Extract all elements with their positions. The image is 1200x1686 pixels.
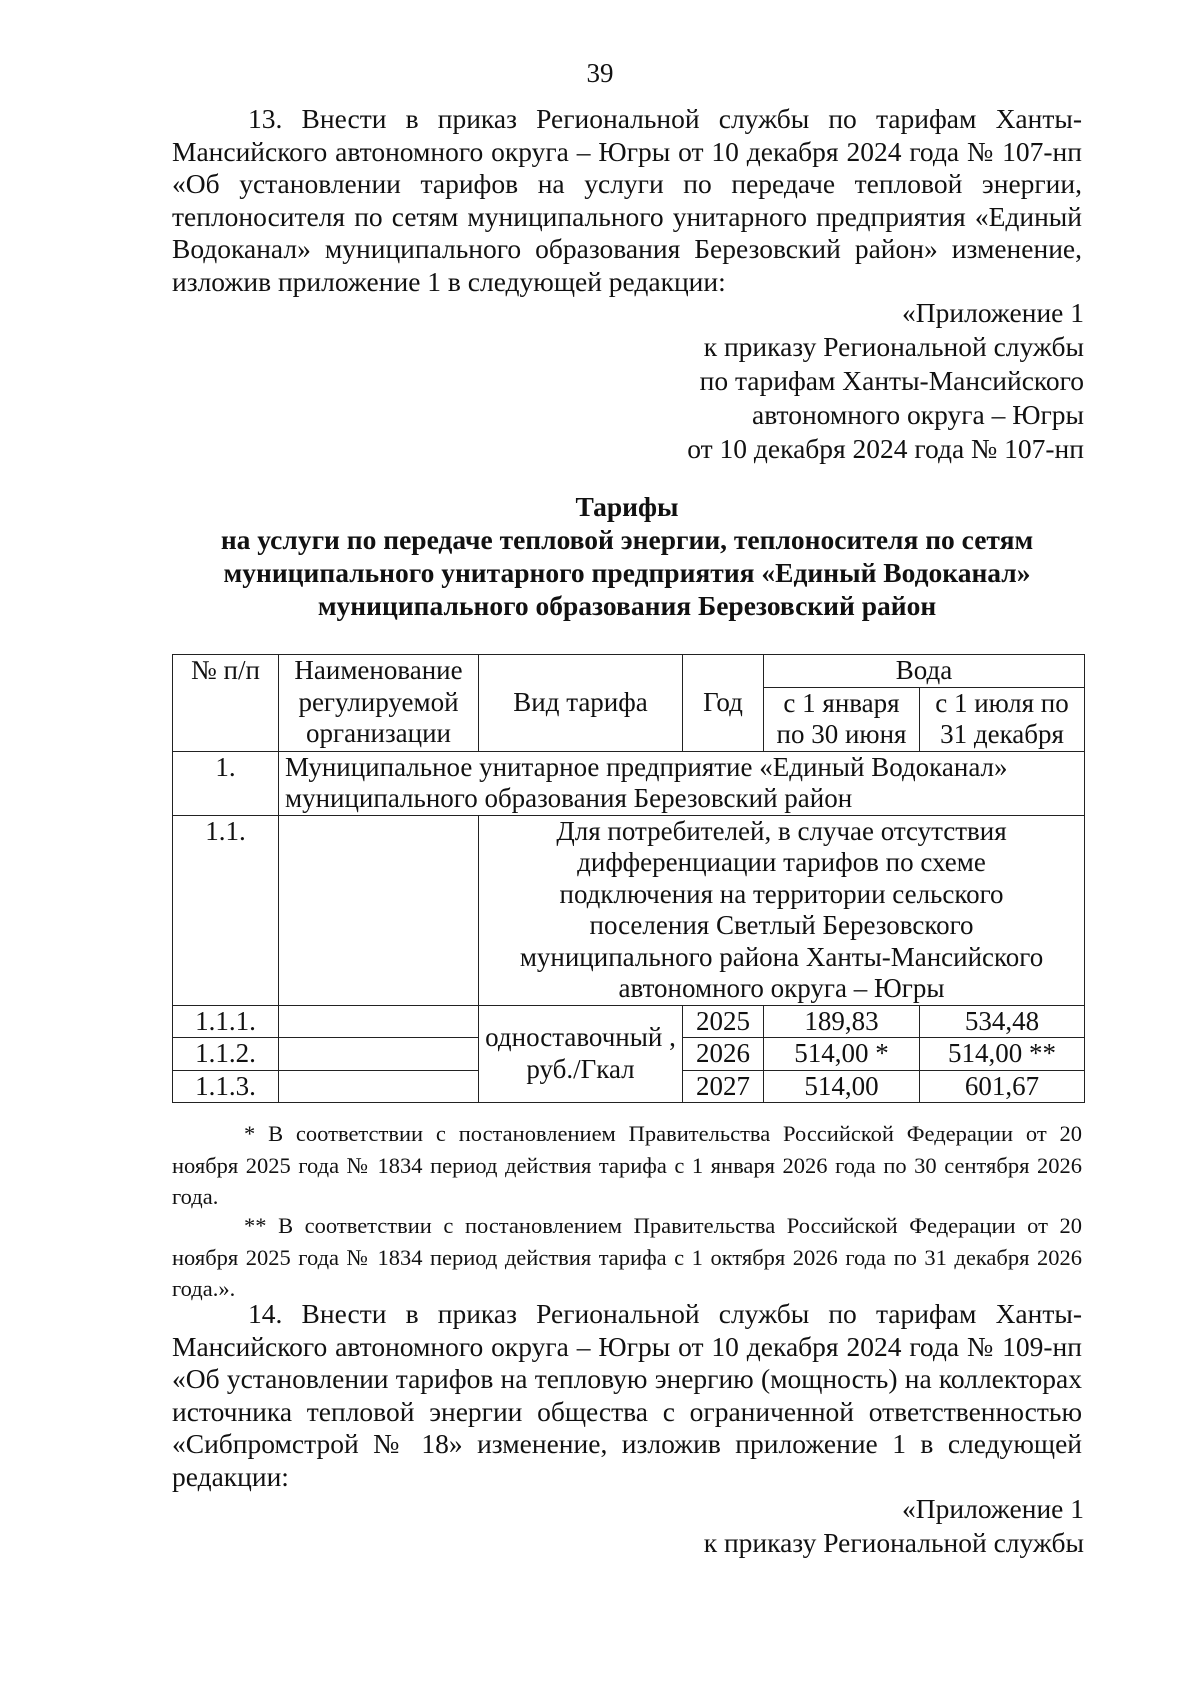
tariff-title-line: муниципального унитарного предприятия «Единый Водоканал» bbox=[223, 557, 1031, 588]
row-1-1-desc: Для потребителей, в случае отсутствия дифференциации тарифов по схеме подключения на территории сельского поселения Светлый Березовского муниципального района Ханты-Мансийского автономного округа – Югры bbox=[479, 815, 1085, 1005]
paragraph-13 bbox=[172, 103, 1082, 298]
header-num: № п/п bbox=[173, 655, 279, 752]
attachment-2-header bbox=[704, 1492, 1084, 1560]
row-year: 2027 bbox=[683, 1070, 764, 1103]
attachment-2-line: к приказу Региональной службы bbox=[703, 1527, 1084, 1558]
attachment-1-line: от 10 декабря 2024 года № 107-нп bbox=[687, 433, 1084, 464]
table-row bbox=[173, 815, 1085, 1005]
table-row bbox=[173, 751, 1085, 815]
header-water: Вода bbox=[764, 655, 1085, 688]
footnote-1-text: * В соответствии с постановлением Правительства Российской Федерации от 20 ноября 2025 года № 1834 период действия тарифа с 1 января 2026 года по 30 сентября 2026 года. bbox=[172, 1121, 1082, 1209]
page-number: 39 bbox=[586, 58, 614, 88]
tariff-title-line: муниципального образования Березовский район bbox=[317, 590, 937, 621]
tariff-title bbox=[172, 490, 1082, 622]
row-1-num: 1. bbox=[173, 751, 279, 815]
paragraph-14 bbox=[172, 1298, 1082, 1493]
header-org: Наименование регулируемой организации bbox=[279, 655, 479, 752]
attachment-1-line: по тарифам Ханты-Мансийского bbox=[699, 365, 1084, 396]
footnote-2-text: ** В соответствии с постановлением Правительства Российской Федерации от 20 ноября 2025 года № 1834 период действия тарифа с 1 октября 2026 года по 31 декабря 2026 года.». bbox=[172, 1213, 1082, 1301]
tariff-title-line: на услуги по передаче тепловой энергии, теплоносителя по сетям bbox=[220, 524, 1034, 555]
header-period-1: с 1 января по 30 июня bbox=[764, 687, 920, 751]
table-header-row bbox=[173, 655, 1085, 688]
attachment-1-line: к приказу Региональной службы bbox=[703, 331, 1084, 362]
attachment-1-header bbox=[687, 296, 1084, 466]
header-year: Год bbox=[683, 655, 764, 752]
row-num: 1.1.2. bbox=[173, 1038, 279, 1071]
attachment-1-line: «Приложение 1 bbox=[902, 297, 1084, 328]
row-year: 2026 bbox=[683, 1038, 764, 1071]
row-1-1-org-empty bbox=[279, 815, 479, 1005]
footnote-1 bbox=[172, 1118, 1082, 1213]
paragraph-14-number: 14. bbox=[248, 1298, 283, 1329]
row-period-1-value: 514,00 * bbox=[764, 1038, 920, 1071]
row-year: 2025 bbox=[683, 1005, 764, 1038]
paragraph-14-text: Внести в приказ Региональной службы по тарифам Ханты-Мансийского автономного округа – Югры от 10 декабря 2024 года № 109-нп «Об установлении тарифов на тепловую энергию (мощность) на коллекторах источника тепловой энергии общества с ограниченной ответственностью «Сибпромстрой № 18» изменение, изложив приложение 1 в следующей редакции: bbox=[172, 1298, 1082, 1492]
header-period-2: с 1 июля по 31 декабря bbox=[920, 687, 1085, 751]
paragraph-13-number: 13. bbox=[248, 103, 283, 134]
tariff-type-cell: одноставочный , руб./Гкал bbox=[479, 1005, 683, 1103]
tariff-table bbox=[172, 654, 1085, 1103]
row-period-2-value: 514,00 ** bbox=[920, 1038, 1085, 1071]
row-num: 1.1.1. bbox=[173, 1005, 279, 1038]
row-period-1-value: 189,83 bbox=[764, 1005, 920, 1038]
row-1-org: Муниципальное унитарное предприятие «Единый Водоканал» муниципального образования Березовский район bbox=[279, 751, 1085, 815]
row-period-2-value: 601,67 bbox=[920, 1070, 1085, 1103]
row-org-empty bbox=[279, 1038, 479, 1071]
paragraph-13-text: Внести в приказ Региональной службы по тарифам Ханты-Мансийского автономного округа – Югры от 10 декабря 2024 года № 107-нп «Об установлении тарифов на услуги по передаче тепловой энергии, теплоносителя по сетям муниципального унитарного предприятия «Единый Водоканал» муниципального образования Березовский район» изменение, изложив приложение 1 в следующей редакции: bbox=[172, 103, 1082, 297]
row-org-empty bbox=[279, 1070, 479, 1103]
row-period-1-value: 514,00 bbox=[764, 1070, 920, 1103]
attachment-1-line: автономного округа – Югры bbox=[752, 399, 1084, 430]
row-org-empty bbox=[279, 1005, 479, 1038]
footnote-2 bbox=[172, 1210, 1082, 1305]
table-row bbox=[173, 1005, 1085, 1038]
row-period-2-value: 534,48 bbox=[920, 1005, 1085, 1038]
row-num: 1.1.3. bbox=[173, 1070, 279, 1103]
tariff-title-line: Тарифы bbox=[575, 491, 679, 522]
attachment-2-line: «Приложение 1 bbox=[902, 1493, 1084, 1524]
row-1-1-num: 1.1. bbox=[173, 815, 279, 1005]
header-tariff-type: Вид тарифа bbox=[479, 655, 683, 752]
